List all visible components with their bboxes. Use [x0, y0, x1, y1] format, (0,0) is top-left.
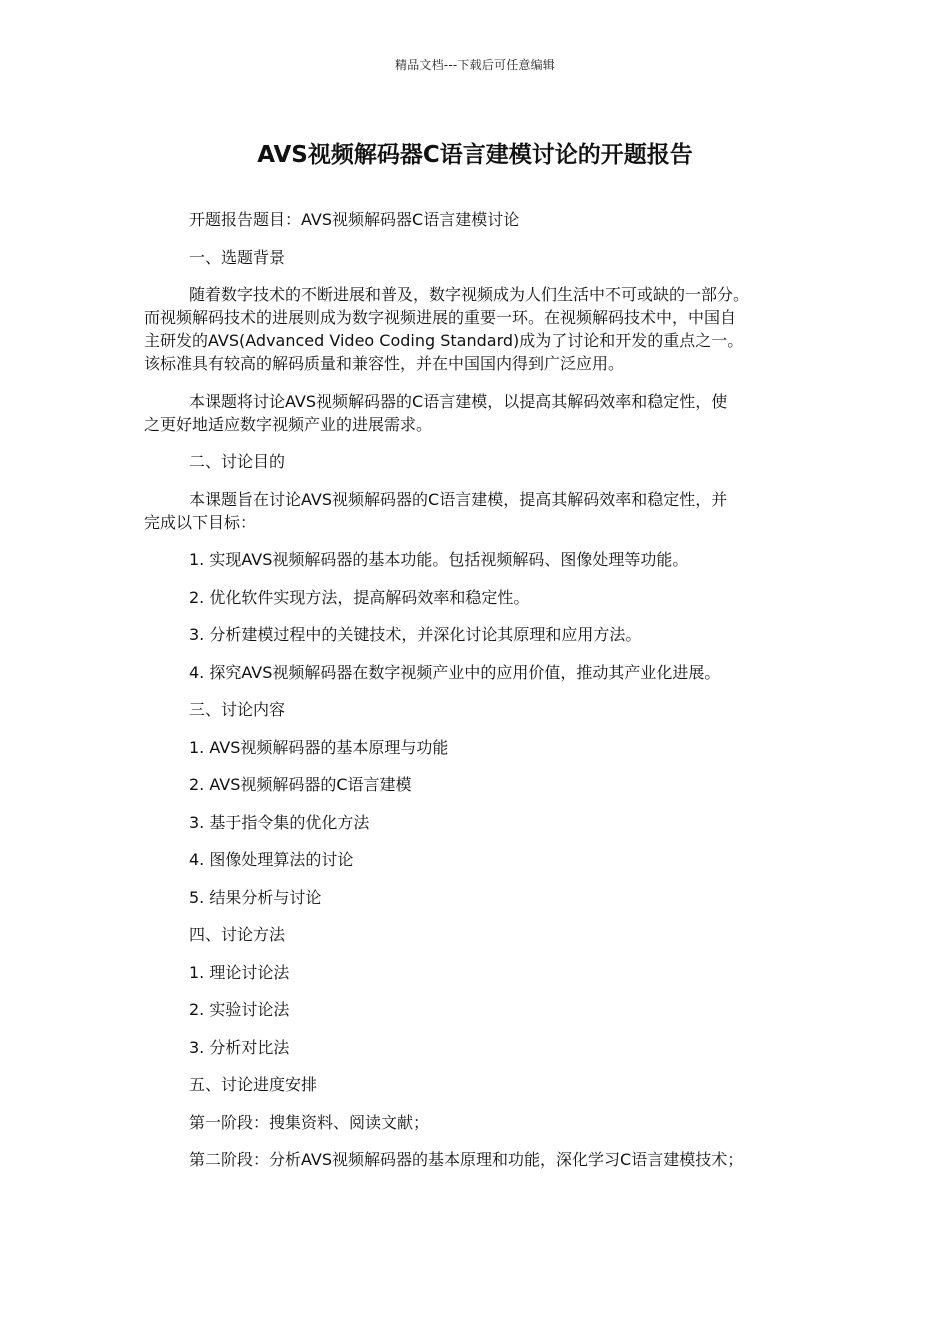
methods-list-item: 3. 分析对比法: [189, 1037, 290, 1057]
paragraph-line: 该标准具有较高的解码质量和兼容性，并在中国国内得到广泛应用。: [144, 354, 625, 373]
content-list-item: 3. 基于指令集的优化方法: [189, 812, 370, 832]
schedule-list-item: 第一阶段：搜集资料、阅读文献；: [189, 1112, 430, 1132]
content-list-item: 1. AVS视频解码器的基本原理与功能: [189, 737, 449, 757]
section-heading-background: 一、选题背景: [189, 247, 286, 267]
section-heading-purpose: 二、讨论目的: [189, 452, 286, 471]
purpose-list-item: 4. 探究AVS视频解码器在数字视频产业中的应用价值，推动其产业化进展。: [189, 662, 721, 682]
purpose-list-item: 2. 优化软件实现方法，提高解码效率和稳定性。: [189, 587, 530, 607]
purpose-list-item: 3. 分析建模过程中的关键技术，并深化讨论其原理和应用方法。: [189, 625, 642, 644]
paragraph-line: 本课题将讨论AVS视频解码器的C语言建模，以提高其解码效率和稳定性，使: [189, 391, 728, 411]
content-list-item: 4. 图像处理算法的讨论: [189, 850, 354, 869]
background-paragraph-2: [144, 390, 806, 436]
section-heading-schedule: 五、讨论进度安排: [189, 1075, 318, 1094]
paragraph-line: 随着数字技术的不断进展和普及，数字视频成为人们生活中不可或缺的一部分。: [189, 285, 750, 304]
document-title: AVS视频解码器C语言建模讨论的开题报告: [257, 142, 693, 168]
paragraph-line: 完成以下目标：: [144, 512, 257, 532]
schedule-list-item: 第二阶段：分析AVS视频解码器的基本原理和功能，深化学习C语言建模技术；: [189, 1150, 744, 1169]
topic-line: 开题报告题目：AVS视频解码器C语言建模讨论: [189, 210, 520, 229]
methods-list-item: 2. 实验讨论法: [189, 1000, 290, 1019]
header-note: 精品文档---下载后可任意编辑: [395, 58, 555, 72]
paragraph-line: 之更好地适应数字视频产业的进展需求。: [144, 414, 433, 434]
purpose-intro-paragraph: [144, 488, 806, 534]
paragraph-line: 主研发的AVS(Advanced Video Coding Standard)成为了讨论和开发的重点之一。: [144, 331, 744, 350]
section-heading-methods: 四、讨论方法: [189, 925, 286, 944]
section-heading-content: 三、讨论内容: [189, 700, 286, 719]
content-list-item: 2. AVS视频解码器的C语言建模: [189, 775, 412, 794]
paragraph-line: 而视频解码技术的进展则成为数字视频进展的重要一环。在视频解码技术中，中国自: [144, 308, 737, 327]
purpose-list-item: 1. 实现AVS视频解码器的基本功能。包括视频解码、图像处理等功能。: [189, 550, 689, 569]
background-paragraph-1: [144, 283, 806, 375]
document-body: [144, 208, 806, 1186]
methods-list-item: 1. 理论讨论法: [189, 962, 290, 982]
content-list-item: 5. 结果分析与讨论: [189, 887, 322, 907]
paragraph-line: 本课题旨在讨论AVS视频解码器的C语言建模，提高其解码效率和稳定性，并: [189, 489, 728, 509]
